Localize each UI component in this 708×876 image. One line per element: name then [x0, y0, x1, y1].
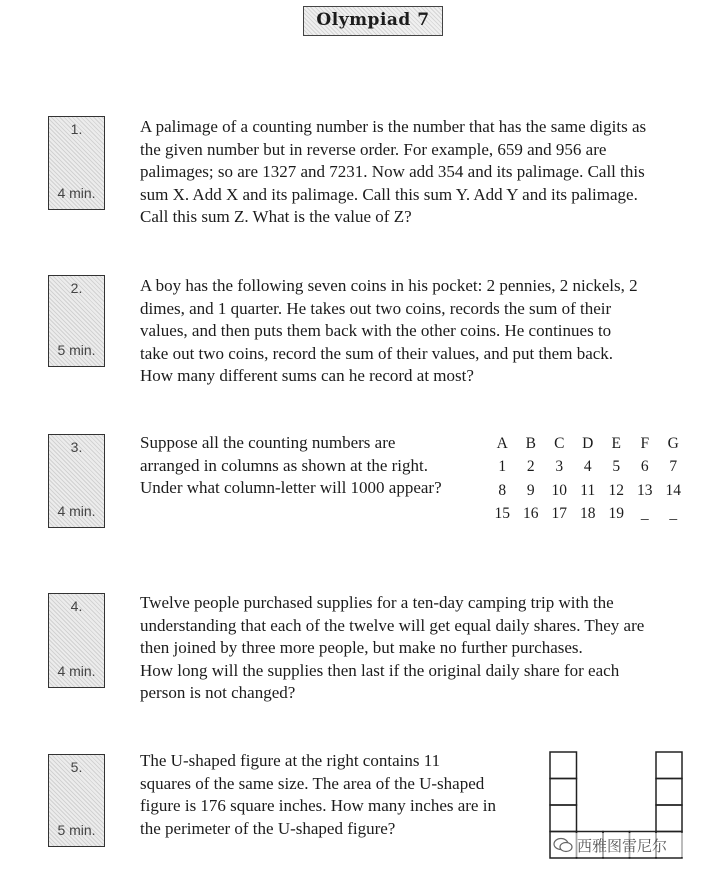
grid-cell: 3	[555, 458, 564, 476]
grid-cell: 1	[498, 458, 507, 476]
grid-row	[488, 503, 688, 527]
problem-1-time: 4 min.	[57, 185, 96, 201]
problem-4-number: 4.	[70, 598, 83, 614]
grid-cell: 13	[637, 481, 653, 499]
watermark	[553, 833, 693, 857]
grid-cell: 19	[608, 505, 624, 523]
grid-header: B	[525, 434, 536, 452]
grid-cell: 10	[551, 481, 567, 499]
u-square	[656, 752, 682, 779]
grid-cell: 18	[580, 505, 596, 523]
problem-2-label-box	[48, 275, 105, 367]
problem-5-time: 5 min.	[57, 822, 96, 838]
problem-2-number: 2.	[70, 280, 83, 296]
grid-row	[488, 456, 688, 480]
grid-cell: 12	[608, 481, 624, 499]
grid-cell: 15	[494, 505, 510, 523]
page-title: Olympiad 7	[303, 6, 443, 36]
grid-cell: 5	[612, 458, 621, 476]
column-letter-grid	[488, 432, 688, 526]
watermark-text: 西雅图雷尼尔	[577, 836, 668, 855]
grid-header: G	[667, 434, 679, 452]
grid-row	[488, 479, 688, 503]
grid-cell: 8	[498, 481, 507, 499]
grid-cell: 14	[665, 481, 681, 499]
problem-3-time: 4 min.	[57, 503, 96, 519]
grid-cell: 4	[583, 458, 592, 476]
problem-3-text: Suppose all the counting numbers are arranged in columns as shown at the right. Under what column-letter will 1000 appear?	[140, 433, 442, 497]
problem-1-number: 1.	[70, 121, 83, 137]
problem-1-text: A palimage of a counting number is the number that has the same digits as the given number but in reverse order. For example, 659 and 956 are palimages; so are 1327 and 7231. Now add 354 and its palimage. Call this sum X. Add X and its palimage. Call this sum Y. Add Y and its palimage. Call this sum Z. What is the value of Z?	[140, 117, 647, 226]
u-square	[550, 779, 577, 806]
grid-cell: 9	[526, 481, 535, 499]
grid-cell: _	[640, 505, 649, 523]
problem-1-label-box	[48, 116, 105, 210]
problem-4-text: Twelve people purchased supplies for a ten-day camping trip with the understanding that each of the twelve will get equal daily shares. They are then joined by three more people, but make no further purchases. How long will the supplies then last if the original daily share for each person is not changed?	[140, 593, 645, 702]
grid-header: D	[582, 434, 594, 452]
u-square	[550, 752, 577, 779]
u-square	[550, 805, 577, 832]
grid-header: C	[554, 434, 565, 452]
chat-bubble-icon	[553, 837, 573, 853]
grid-header: A	[496, 434, 508, 452]
u-square	[656, 805, 682, 832]
grid-header: F	[640, 434, 650, 452]
problem-5-number: 5.	[70, 759, 83, 775]
problem-5-text: The U-shaped figure at the right contains 11 squares of the same size. The area of the U-shaped figure is 176 square inches. How many inches are in the perimeter of the U-shaped figure?	[140, 751, 496, 838]
problem-3-number: 3.	[70, 439, 83, 455]
grid-cell: 17	[551, 505, 567, 523]
problem-2-time: 5 min.	[57, 342, 96, 358]
problem-4-label-box	[48, 593, 105, 688]
problem-2-text: A boy has the following seven coins in his pocket: 2 pennies, 2 nickels, 2 dimes, and 1 quarter. He takes out two coins, records the sum of their values, and then puts them back with the other coins. He continues to take out two coins, record the sum of their values, and put them back. How many different sums can he record at most?	[140, 276, 638, 385]
problem-5-label-box	[48, 754, 105, 847]
grid-cell: 7	[669, 458, 678, 476]
grid-cell: 2	[526, 458, 535, 476]
grid-header: E	[611, 434, 621, 452]
grid-cell: 16	[523, 505, 539, 523]
problem-4-time: 4 min.	[57, 663, 96, 679]
problem-3-label-box	[48, 434, 105, 528]
grid-cell: 6	[640, 458, 649, 476]
u-square	[656, 779, 682, 806]
grid-cell: 11	[580, 481, 596, 499]
grid-header-row	[488, 432, 688, 456]
grid-cell: _	[669, 505, 678, 523]
